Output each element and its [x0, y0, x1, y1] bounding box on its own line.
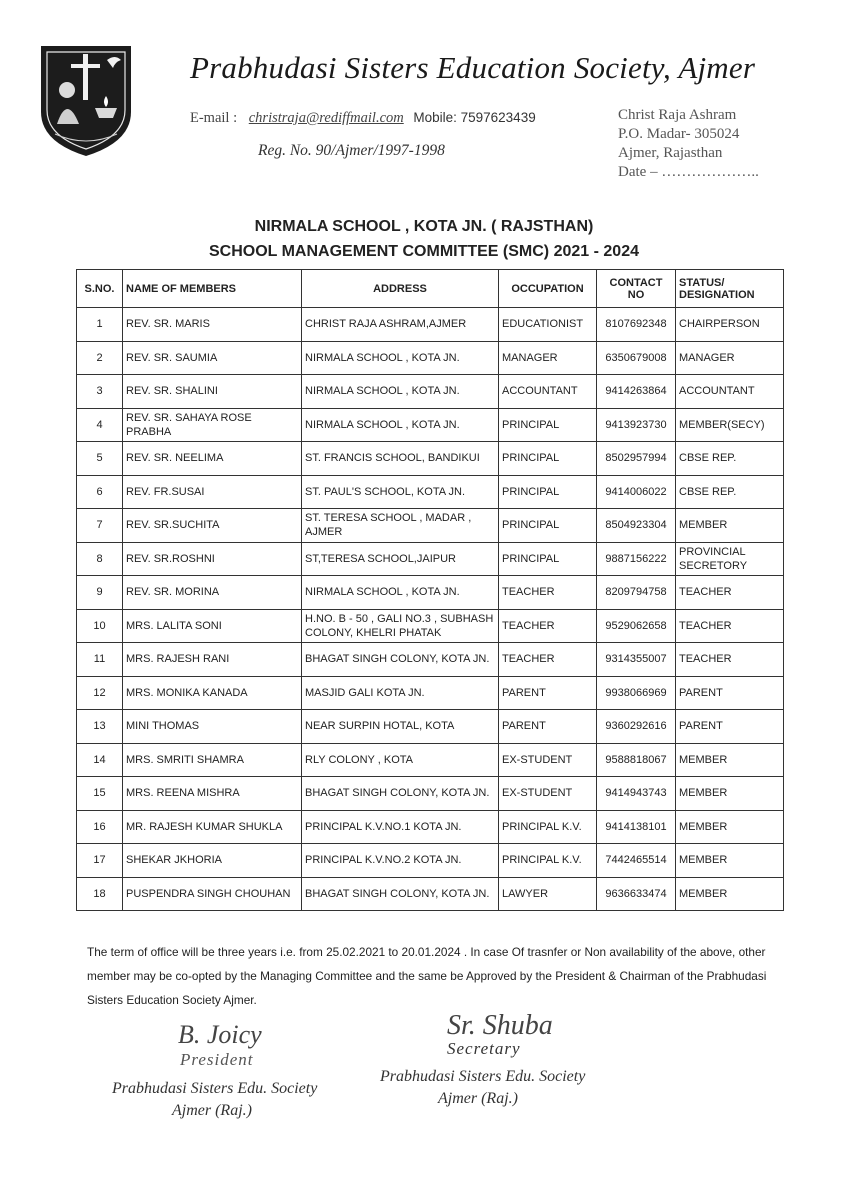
cell-name: MRS. LALITA SONI: [123, 609, 302, 643]
header-status: [676, 270, 784, 308]
header-status-line2: DESIGNATION: [679, 288, 755, 301]
table-row: [77, 542, 784, 576]
address-block: [618, 106, 759, 182]
cell-sno: 15: [77, 777, 123, 811]
table-row: [77, 877, 784, 911]
cell-address: NIRMALA SCHOOL , KOTA JN.: [302, 341, 499, 375]
cell-address: NEAR SURPIN HOTAL, KOTA: [302, 710, 499, 744]
members-table: [76, 269, 784, 911]
cell-name: MR. RAJESH KUMAR SHUKLA: [123, 810, 302, 844]
cell-occupation: PRINCIPAL: [499, 542, 597, 576]
table-row: [77, 375, 784, 409]
cell-address: ST. TERESA SCHOOL , MADAR , AJMER: [302, 509, 499, 543]
cell-sno: 14: [77, 743, 123, 777]
table-row: [77, 743, 784, 777]
cell-contact: 9414263864: [597, 375, 676, 409]
school-title: NIRMALA SCHOOL , KOTA JN. ( RAJSTHAN): [254, 218, 594, 235]
cell-address: MASJID GALI KOTA JN.: [302, 676, 499, 710]
cell-status: MEMBER: [676, 877, 784, 911]
cell-address: ST. FRANCIS SCHOOL, BANDIKUI: [302, 442, 499, 476]
header-name: NAME OF MEMBERS: [123, 270, 302, 308]
table-header-row: [77, 270, 784, 308]
term-note: The term of office will be three years i.e. from 25.02.2021 to 20.01.2024 . In case Of trasnfer or Non availability of the above, other member may be co-opted by the Managing Committee and the same be Approved by the President & Chairman of the Prabhudasi Sisters Education Society Ajmer.: [87, 945, 767, 1007]
cell-status: MANAGER: [676, 341, 784, 375]
society-logo: [37, 42, 135, 158]
cell-status: MEMBER: [676, 844, 784, 878]
header-contact-line1: CONTACT: [609, 276, 663, 289]
cell-contact: 9314355007: [597, 643, 676, 677]
cell-occupation: PRINCIPAL K.V.: [499, 844, 597, 878]
secretary-stamp-city: Ajmer (Raj.): [438, 1090, 518, 1107]
table-row: [77, 710, 784, 744]
cell-name: REV. SR. NEELIMA: [123, 442, 302, 476]
cell-status: TEACHER: [676, 576, 784, 610]
cell-sno: 17: [77, 844, 123, 878]
cell-occupation: TEACHER: [499, 609, 597, 643]
cell-sno: 6: [77, 475, 123, 509]
cell-contact: 9588818067: [597, 743, 676, 777]
president-signature: B. Joicy: [178, 1020, 262, 1049]
cell-name: REV. SR. SAUMIA: [123, 341, 302, 375]
table-row: [77, 810, 784, 844]
cell-name: REV. SR.ROSHNI: [123, 542, 302, 576]
table-row: [77, 609, 784, 643]
cell-sno: 5: [77, 442, 123, 476]
cell-occupation: ACCOUNTANT: [499, 375, 597, 409]
cell-contact: 9636633474: [597, 877, 676, 911]
cell-address: ST. PAUL'S SCHOOL, KOTA JN.: [302, 475, 499, 509]
cell-sno: 9: [77, 576, 123, 610]
cell-sno: 12: [77, 676, 123, 710]
president-stamp-org: Prabhudasi Sisters Edu. Society: [112, 1080, 318, 1097]
cell-sno: 11: [77, 643, 123, 677]
cell-occupation: TEACHER: [499, 576, 597, 610]
cell-occupation: LAWYER: [499, 877, 597, 911]
cell-occupation: PRINCIPAL: [499, 475, 597, 509]
cell-sno: 4: [77, 408, 123, 442]
address-line: Christ Raja Ashram: [618, 107, 737, 123]
cell-address: RLY COLONY , KOTA: [302, 743, 499, 777]
registration-number: Reg. No. 90/Ajmer/1997-1998: [258, 142, 445, 159]
cell-address: NIRMALA SCHOOL , KOTA JN.: [302, 375, 499, 409]
table-row: [77, 576, 784, 610]
cell-contact: 8209794758: [597, 576, 676, 610]
cell-status: MEMBER(SECY): [676, 408, 784, 442]
secretary-stamp-org: Prabhudasi Sisters Edu. Society: [380, 1068, 586, 1085]
cell-contact: 9414006022: [597, 475, 676, 509]
cell-occupation: EX-STUDENT: [499, 777, 597, 811]
cell-status: MEMBER: [676, 777, 784, 811]
contact-line: [190, 110, 536, 127]
cell-status: CBSE REP.: [676, 442, 784, 476]
table-row: [77, 341, 784, 375]
table-row: [77, 777, 784, 811]
address-line: P.O. Madar- 305024: [618, 126, 740, 142]
address-line: Ajmer, Rajasthan: [618, 145, 723, 161]
cell-sno: 18: [77, 877, 123, 911]
society-name: Prabhudasi Sisters Education Society, Ajmer: [190, 50, 756, 85]
cell-status: MEMBER: [676, 743, 784, 777]
secretary-title: Secretary: [447, 1039, 521, 1058]
cell-name: MRS. MONIKA KANADA: [123, 676, 302, 710]
cell-occupation: PRINCIPAL: [499, 408, 597, 442]
president-title: President: [180, 1050, 254, 1069]
cell-occupation: PARENT: [499, 676, 597, 710]
email-link[interactable]: christraja@rediffmail.com: [248, 110, 404, 126]
cell-occupation: EDUCATIONIST: [499, 308, 597, 342]
cell-name: REV. SR. MARIS: [123, 308, 302, 342]
cell-name: MRS. RAJESH RANI: [123, 643, 302, 677]
email-label: E-mail :: [190, 110, 238, 126]
table-row: [77, 475, 784, 509]
cell-contact: 9414138101: [597, 810, 676, 844]
cell-address: H.NO. B - 50 , GALI NO.3 , SUBHASH COLONY, KHELRI PHATAK: [302, 609, 499, 643]
cell-occupation: PARENT: [499, 710, 597, 744]
cell-contact: 7442465514: [597, 844, 676, 878]
cell-address: BHAGAT SINGH COLONY, KOTA JN.: [302, 877, 499, 911]
cell-occupation: EX-STUDENT: [499, 743, 597, 777]
cell-sno: 16: [77, 810, 123, 844]
header-sno: S.NO.: [77, 270, 123, 308]
cell-contact: 6350679008: [597, 341, 676, 375]
cell-sno: 8: [77, 542, 123, 576]
cell-name: PUSPENDRA SINGH CHOUHAN: [123, 877, 302, 911]
cell-status: TEACHER: [676, 609, 784, 643]
cell-name: SHEKAR JKHORIA: [123, 844, 302, 878]
cell-contact: 8502957994: [597, 442, 676, 476]
cell-status: TEACHER: [676, 643, 784, 677]
table-row: [77, 308, 784, 342]
secretary-signature: Sr. Shuba: [447, 1010, 553, 1041]
header-contact: [597, 270, 676, 308]
cell-name: REV. SR. MORINA: [123, 576, 302, 610]
table-row: [77, 442, 784, 476]
cell-status: CHAIRPERSON: [676, 308, 784, 342]
cell-sno: 13: [77, 710, 123, 744]
cell-name: REV. SR.SUCHITA: [123, 509, 302, 543]
cell-name: MINI THOMAS: [123, 710, 302, 744]
cell-address: NIRMALA SCHOOL , KOTA JN.: [302, 408, 499, 442]
cell-address: BHAGAT SINGH COLONY, KOTA JN.: [302, 643, 499, 677]
cell-contact: 9414943743: [597, 777, 676, 811]
cell-contact: 9887156222: [597, 542, 676, 576]
president-stamp-city: Ajmer (Raj.): [172, 1102, 252, 1119]
cell-contact: 8107692348: [597, 308, 676, 342]
cell-contact: 9938066969: [597, 676, 676, 710]
cell-address: ST,TERESA SCHOOL,JAIPUR: [302, 542, 499, 576]
table-row: [77, 408, 784, 442]
cell-contact: 9413923730: [597, 408, 676, 442]
table-row: [77, 844, 784, 878]
cell-occupation: PRINCIPAL: [499, 509, 597, 543]
table-row: [77, 676, 784, 710]
date-line: Date – ………………..: [618, 164, 759, 180]
cell-status: MEMBER: [676, 509, 784, 543]
cell-address: PRINCIPAL K.V.NO.2 KOTA JN.: [302, 844, 499, 878]
cell-name: REV. FR.SUSAI: [123, 475, 302, 509]
mobile-number: Mobile: 7597623439: [413, 110, 536, 125]
cell-address: NIRMALA SCHOOL , KOTA JN.: [302, 576, 499, 610]
cell-contact: 8504923304: [597, 509, 676, 543]
cell-status: PARENT: [676, 710, 784, 744]
table-row: [77, 509, 784, 543]
cell-status: PROVINCIAL SECRETORY: [676, 542, 784, 576]
cell-occupation: PRINCIPAL: [499, 442, 597, 476]
cell-name: REV. SR. SAHAYA ROSE PRABHA: [123, 408, 302, 442]
header-occupation: OCCUPATION: [499, 270, 597, 308]
cell-sno: 10: [77, 609, 123, 643]
cell-status: CBSE REP.: [676, 475, 784, 509]
cell-status: ACCOUNTANT: [676, 375, 784, 409]
cell-occupation: PRINCIPAL K.V.: [499, 810, 597, 844]
header-address: ADDRESS: [302, 270, 499, 308]
header-contact-line2: NO: [627, 288, 645, 301]
cell-sno: 1: [77, 308, 123, 342]
cell-contact: 9529062658: [597, 609, 676, 643]
header-status-line1: STATUS/: [679, 276, 725, 289]
cell-address: BHAGAT SINGH COLONY, KOTA JN.: [302, 777, 499, 811]
cell-name: REV. SR. SHALINI: [123, 375, 302, 409]
cell-address: CHRIST RAJA ASHRAM,AJMER: [302, 308, 499, 342]
cell-status: PARENT: [676, 676, 784, 710]
table-row: [77, 643, 784, 677]
cell-sno: 2: [77, 341, 123, 375]
cell-occupation: TEACHER: [499, 643, 597, 677]
cell-name: MRS. REENA MISHRA: [123, 777, 302, 811]
cell-sno: 7: [77, 509, 123, 543]
cell-name: MRS. SMRITI SHAMRA: [123, 743, 302, 777]
cell-occupation: MANAGER: [499, 341, 597, 375]
cell-sno: 3: [77, 375, 123, 409]
committee-title: SCHOOL MANAGEMENT COMMITTEE (SMC) 2021 - 2024: [209, 243, 639, 260]
cell-status: MEMBER: [676, 810, 784, 844]
cell-address: PRINCIPAL K.V.NO.1 KOTA JN.: [302, 810, 499, 844]
cell-contact: 9360292616: [597, 710, 676, 744]
